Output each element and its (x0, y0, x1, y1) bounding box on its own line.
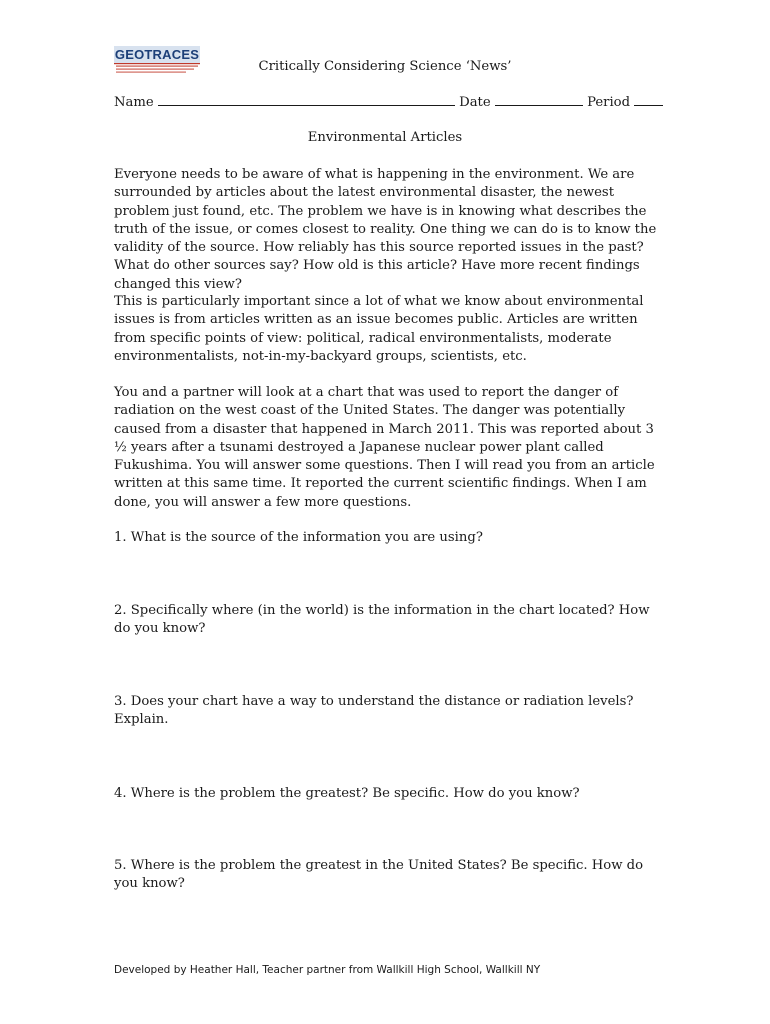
context-paragraph: This is particularly important since a lot of what we know about environmental issues is from articles written as an issue becomes public. Articles are written from specific points of view: political, radical environmentalists, moderate environmentalists, not-in-my-backyard groups, scientists, etc. (114, 294, 644, 364)
page-title: Critically Considering Science ‘News’ (258, 59, 512, 74)
question-2: 2. Specifically where (in the world) is the information in the chart located? How do you know? (114, 603, 650, 637)
instructions-paragraph: You and a partner will look at a chart that was used to report the danger of radiation on the west coast of the United States. The danger was potentially caused from a disaster that happened in March 2011. This was reported about 3 ½ years after a tsunami destroyed a Japanese nuclear power plant called Fukushima. You will answer some questions. Then I will read you from an article written at this same time. It reported the current scientific findings. When I am done, you will answer a few more questions. (114, 385, 655, 510)
period-label: Period (587, 95, 631, 110)
question-5: 5. Where is the problem the greatest in the United States? Be specific. How do you know? (114, 858, 644, 892)
question-4: 4. Where is the problem the greatest? Be specific. How do you know? (114, 786, 580, 801)
question-3: 3. Does your chart have a way to understand the distance or radiation levels? Explain. (114, 694, 634, 728)
student-info-line (114, 93, 659, 112)
name-label: Name (114, 95, 154, 110)
intro-paragraph: Everyone needs to be aware of what is happening in the environment. We are surrounded by articles about the latest environmental disaster, the newest problem just found, etc. The problem we have is in knowing what describes the truth of the issue, or comes closest to reality. One thing we can do is to know the validity of the source. How reliably has this source reported issues in the past? What do other sources say? How old is this article? Have more recent findings changed this view? (114, 167, 657, 292)
footer-credit: Developed by Heather Hall, Teacher partner from Wallkill High School, Wallkill NY (114, 964, 541, 976)
question-1: 1. What is the source of the information you are using? (114, 530, 483, 545)
date-blank[interactable] (495, 93, 583, 106)
date-label: Date (459, 95, 491, 110)
section-heading: Environmental Articles (307, 130, 463, 145)
name-blank[interactable] (158, 93, 455, 106)
logo-wordmark: GEOTRACES (114, 47, 200, 62)
period-blank[interactable] (634, 93, 663, 106)
